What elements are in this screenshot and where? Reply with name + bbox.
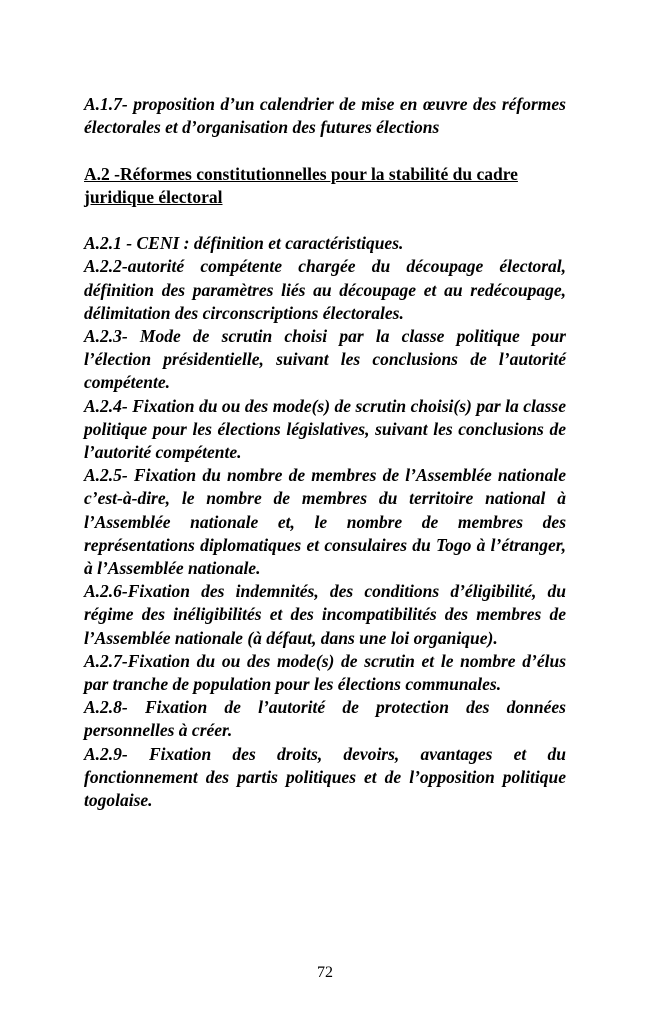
item-a-2-6: A.2.6-Fixation des indemnités, des conditions d’éligibilité, du régime des inéligibilités et des incompatibilités des membres de l’Assemblée nationale (à défaut, dans une loi organique). — [84, 581, 566, 648]
spacer — [84, 209, 566, 232]
spacer — [84, 139, 566, 162]
section-heading-a-2: A.2 -Réformes constitutionnelles pour la stabilité du cadre juridique électoral — [84, 163, 518, 207]
item-a-2-1: A.2.1 - CENI : définition et caractéristiques. — [84, 233, 404, 254]
document-body — [84, 93, 566, 812]
item-a-2-2: A.2.2-autorité compétente chargée du découpage électoral, définition des paramètres liés au découpage et au redécoupage, délimitation des circonscriptions électorales. — [84, 256, 566, 323]
item-a-2-9: A.2.9- Fixation des droits, devoirs, avantages et du fonctionnement des partis politiques et de l’opposition politique togolaise. — [84, 743, 566, 811]
page-number: 72 — [317, 964, 333, 981]
item-a-2-4: A.2.4- Fixation du ou des mode(s) de scrutin choisi(s) par la classe politique pour les élections législatives, suivant les conclusions de l’autorité compétente. — [84, 395, 566, 463]
item-a-2-7: A.2.7-Fixation du ou des mode(s) de scrutin et le nombre d’élus par tranche de population pour les élections communales. — [84, 650, 566, 695]
item-a-1-7: A.1.7- proposition d’un calendrier de mise en œuvre des réformes électorales et d’organisation des futures élections — [84, 94, 566, 138]
item-a-2-5: A.2.5- Fixation du nombre de membres de l’Assemblée nationale c’est-à-dire, le nombre de membres du territoire national à l’Assemblée nationale et, le nombre de membres des représentations diplomatiques et consulaires du Togo à l’étranger, à l’Assemblée nationale. — [84, 465, 566, 579]
item-a-2-3: A.2.3- Mode de scrutin choisi par la classe politique pour l’élection présidentielle, suivant les conclusions de l’autorité compétente. — [84, 326, 566, 393]
item-a-2-8: A.2.8- Fixation de l’autorité de protection des données personnelles à créer. — [84, 697, 566, 741]
